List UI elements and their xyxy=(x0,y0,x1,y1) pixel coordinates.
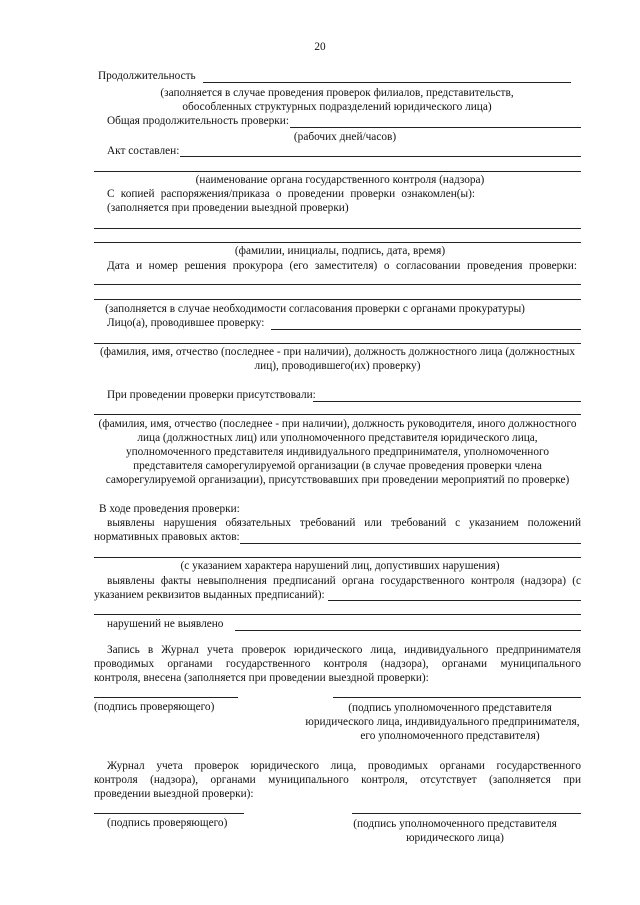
violations-note: (с указанием характера нарушений лиц, допустивших нарушения) xyxy=(180,560,500,572)
order-copy-field-2[interactable] xyxy=(94,242,581,243)
act-field-line-2[interactable] xyxy=(94,171,581,172)
journal-absent-text-3: проведении выездной проверки): xyxy=(94,788,254,800)
violations-heading: В ходе проведения проверки: xyxy=(99,503,240,515)
prosecutor-note: (заполняется в случае необходимости согласования проверки с органами прокуратуры) xyxy=(105,303,525,315)
present-note-4: представителя саморегулируемой организации (в случае проведения проверки члена xyxy=(133,460,542,472)
prosecutor-field-2[interactable] xyxy=(94,299,581,300)
duration-note: (заполняется в случае проведения проверок филиалов, представительств, xyxy=(160,87,514,99)
page-number: 20 xyxy=(314,41,326,53)
order-copy-note: (заполняется при проведении выездной проверки) xyxy=(107,202,349,214)
present-label: При проведении проверки присутствовали: xyxy=(107,389,316,401)
present-note-3: уполномоченного представителя индивидуального предпринимателя, уполномоченного xyxy=(125,446,550,458)
absent-rep-signature-note: (подпись уполномоченного представителя xyxy=(353,818,557,830)
prosecutor-text: Дата и номер решения прокурора (его заместителя) о согласовании проведения проверки: xyxy=(107,260,577,272)
journal-absent-text: Журнал учета проверок юридического лица, проводимых органами государственного xyxy=(107,760,581,772)
journal-rep-signature-note: (подпись уполномоченного представителя xyxy=(348,702,552,714)
journal-entry-text: Запись в Журнал учета проверок юридического лица, индивидуального предпринимателя xyxy=(107,644,581,656)
journal-entry-text-2: проводимых органами государственного контроля (надзора), органами муниципального xyxy=(94,658,581,670)
duration-field[interactable] xyxy=(203,82,571,83)
duration-label: Продолжительность xyxy=(98,70,196,82)
present-note-2: лица (должностных лиц) или уполномоченного представителя юридического лица, xyxy=(137,432,538,444)
present-field[interactable] xyxy=(313,401,581,402)
journal-inspector-signature-note: (подпись проверяющего) xyxy=(94,701,215,713)
total-duration-field[interactable] xyxy=(290,127,581,128)
failures-field-2[interactable] xyxy=(94,614,581,615)
journal-rep-signature-note-3: его уполномоченного представителя) xyxy=(360,730,540,742)
failures-text-2: указанием реквизитов выданных предписаний): xyxy=(94,589,325,601)
no-violations-field[interactable] xyxy=(235,630,581,631)
journal-rep-signature-line[interactable] xyxy=(333,697,581,698)
journal-inspector-signature-line[interactable] xyxy=(94,697,238,698)
order-copy-text: С копией распоряжения/приказа о проведении проверки ознакомлен(ы): xyxy=(107,188,475,200)
journal-rep-signature-note-2: юридического лица, индивидуального предпринимателя, xyxy=(305,716,580,728)
inspector-note-2: лиц), проводившего(их) проверку) xyxy=(254,360,421,372)
absent-rep-signature-line[interactable] xyxy=(352,813,581,814)
act-label: Акт составлен: xyxy=(107,145,180,157)
no-violations-label: нарушений не выявлено xyxy=(107,618,224,630)
act-field[interactable] xyxy=(180,156,581,157)
total-duration-label: Общая продолжительность проверки: xyxy=(107,115,289,127)
inspector-label: Лицо(а), проводившее проверку: xyxy=(107,317,265,329)
duration-note-2: обособленных структурных подразделений юридического лица) xyxy=(182,101,492,113)
present-field-2[interactable] xyxy=(94,414,581,415)
failures-text: выявлены факты невыполнения предписаний органа государственного контроля (надзора) (с xyxy=(107,575,581,587)
violations-found-text-2: нормативных правовых актов: xyxy=(94,531,240,543)
act-note: (наименование органа государственного контроля (надзора) xyxy=(195,174,485,186)
journal-entry-text-3: контроля, внесена (заполняется при проведении выездной проверки): xyxy=(94,672,429,684)
inspector-field-2[interactable] xyxy=(94,343,581,344)
order-copy-sign-note: (фамилии, инициалы, подпись, дата, время) xyxy=(234,245,446,257)
prosecutor-field[interactable] xyxy=(94,284,581,285)
violations-found-text: выявлены нарушения обязательных требований или требований с указанием положений xyxy=(107,517,581,529)
absent-rep-signature-note-2: юридического лица) xyxy=(406,832,504,844)
violations-field[interactable] xyxy=(240,543,581,544)
inspector-field[interactable] xyxy=(271,329,581,330)
present-note-5: саморегулируемой организации), присутствовавших при проведении мероприятий по проверке) xyxy=(105,474,570,486)
journal-absent-text-2: контроля (надзора), органами муниципального контроля, отсутствует (заполняется при xyxy=(94,774,581,786)
violations-field-2[interactable] xyxy=(94,557,581,558)
total-duration-note: (рабочих дней/часов) xyxy=(293,131,397,143)
absent-inspector-signature-note: (подпись проверяющего) xyxy=(107,817,228,829)
inspector-note: (фамилия, имя, отчество (последнее - при наличии), должность должностного лица (должностных xyxy=(100,346,575,358)
absent-inspector-signature-line[interactable] xyxy=(94,813,244,814)
order-copy-field[interactable] xyxy=(94,228,581,229)
failures-field[interactable] xyxy=(328,600,581,601)
present-note: (фамилия, имя, отчество (последнее - при наличии), должность руководителя, иного должностного xyxy=(98,418,577,430)
